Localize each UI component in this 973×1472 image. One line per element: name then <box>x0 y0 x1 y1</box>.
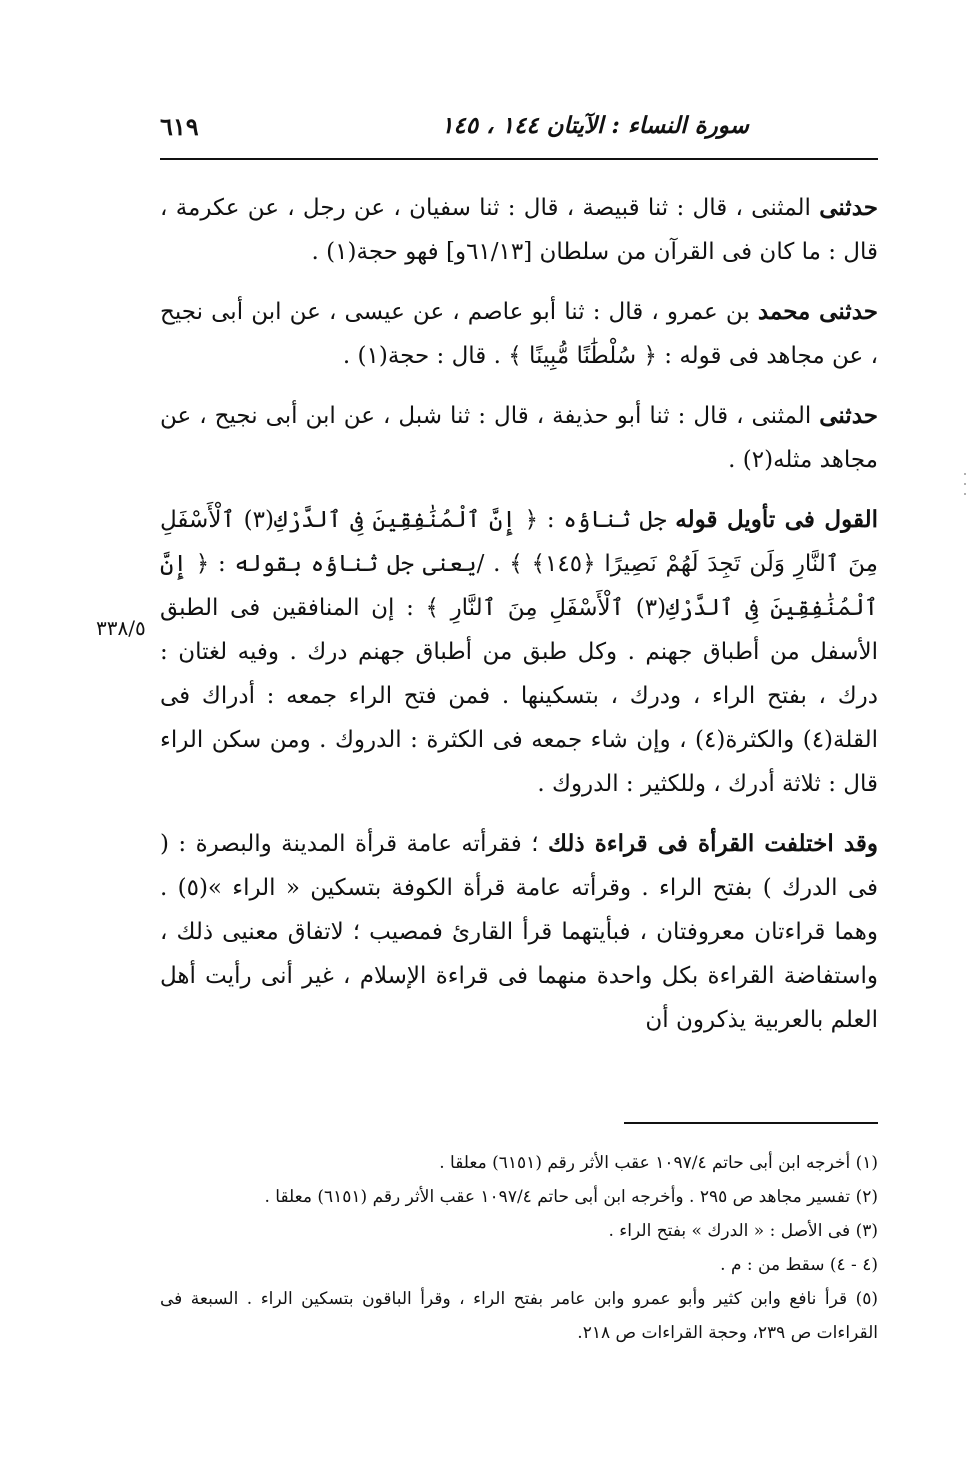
paragraph-5 <box>160 822 878 1042</box>
footnote-1: (١) أخرجه ابن أبى حاتم ١٠٩٧/٤ عقب الأثر رقم (٦١٥١) معلقا . <box>439 1153 878 1173</box>
paragraph-text: بن عمرو ، قال : ثنا أبو عاصم ، عن عيسى ، عن ابن أبى نجيح ، عن مجاهد فى قوله : ﴿ سُلْطَٰنًا مُّبِينًا ﴾ . قال : حجة(١) . <box>160 299 878 369</box>
paragraph-1 <box>160 186 878 274</box>
paragraph-text: جل ثناؤه : ﴿ إِنَّ ٱلْمُنَٰفِقِينَ فِى ٱلدَّرْكِ(٣) ٱلْأَسْفَلِ مِنَ ٱلنَّارِ وَلَن تَجِدَ لَهُمْ نَصِيرًا ﴿١٤٥﴾ ﴾ . /يعنى جل ثناؤه بقوله : ﴿ إِنَّ ٱلْمُنَٰفِقِينَ فِى ٱلدَّرْكِ(٣) ٱلْأَسْفَلِ مِنَ ٱلنَّارِ ﴾ : إن المنافقين فى الطبق الأسفل من أطباق جهنم . وكل طبق من أطباق جهنم درك . وفيه لغتان : درك ، بفتح الراء ، ودرك ، بتسكينها . فمن فتح الراء جمعه : أدراك فى القلة(٤) والكثرة(٤) ، وإن شاء جمعه فى الكثرة : الدروك . ومن سكن الراء قال : ثلاثة أدرك ، وللكثير : الدروك . <box>160 507 878 797</box>
paragraph-text: ؛ فقرأته عامة قرأة المدينة والبصرة : ( فى الدرك ) بفتح الراء . وقرأته عامة قرأة الكوفة بتسكين « الراء »(٥) . وهما قراءتان معروفتان ، فبأيتهما قرأ القارئ فمصيب ؛ لاتفاق معنيى ذلك ، واستفاضة القراءة بكل واحدة منهما فى قراءة الإسلام ، غير أنى رأيت أهل العلم بالعربية يذكرون أن <box>160 831 878 1033</box>
page-header <box>160 112 880 152</box>
paragraph-text: المثنى ، قال : ثنا قبيصة ، قال : ثنا سفيان ، عن رجل ، عن عكرمة ، قال : ما كان فى القرآن من سلطان [٦١/١٣و] فهو حجة(١) . <box>160 195 878 265</box>
footnote-2: (٢) تفسير مجاهد ص ٢٩٥ . وأخرجه ابن أبى حاتم ١٠٩٧/٤ عقب الأثر رقم (٦١٥١) معلقا . <box>264 1187 878 1207</box>
scan-speck <box>963 470 967 500</box>
footnote-5: (٥) قرأ نافع وابن كثير وأبو عمرو وابن عامر بفتح الراء ، وقرأ الباقون بتسكين الراء . السبعة فى القراءات ص ٢٣٩، وحجة القراءات ص ٢١٨. <box>160 1289 878 1343</box>
paragraph-4 <box>160 498 878 806</box>
paragraph-lead: حدثنى محمد <box>757 298 878 325</box>
page-number: ٦١٩ <box>160 112 199 141</box>
paragraph-lead: حدثنى <box>819 402 878 429</box>
paragraph-3 <box>160 394 878 482</box>
footnote-3: (٣) فى الأصل : « الدرك » بفتح الراء . <box>608 1221 878 1241</box>
paragraph-text: المثنى ، قال : ثنا أبو حذيفة ، قال : ثنا شبل ، عن ابن أبى نجيح ، عن مجاهد مثله(٢) . <box>160 403 878 473</box>
paragraph-lead: القول فى تأويل قوله <box>675 506 878 533</box>
paragraph-lead: وقد اختلفت القرأة فى قراءة ذلك <box>547 830 879 857</box>
paragraph-lead: حدثنى <box>819 194 878 221</box>
paragraph-2 <box>160 290 878 378</box>
running-title: سورة النساء : الآيتان ١٤٤ ، ١٤٥ <box>441 112 749 139</box>
header-rule <box>160 158 878 160</box>
footnotes <box>160 1146 878 1350</box>
main-text <box>160 186 878 1058</box>
footnote-4: (٤ - ٤) سقط من : م . <box>720 1255 878 1275</box>
footnote-rule <box>624 1122 878 1124</box>
margin-reference: ٣٣٨/٥ <box>96 616 146 640</box>
